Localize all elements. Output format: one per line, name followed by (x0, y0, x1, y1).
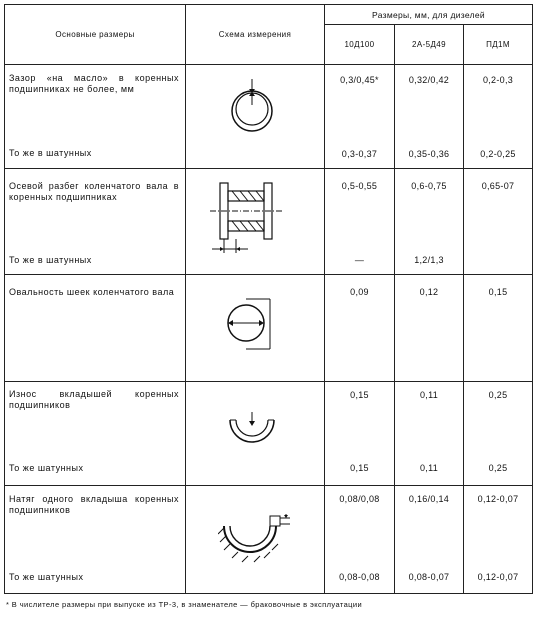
diagram-cell (186, 169, 325, 275)
sub-value: 0,2-0,25 (480, 149, 516, 159)
value: 0,32/0,42 (408, 75, 450, 85)
sub-param-text: То же шатунных (9, 572, 84, 582)
value-cell (395, 275, 464, 382)
value-cell (464, 382, 533, 486)
value-cell (325, 169, 395, 275)
diagram-cell (186, 486, 325, 594)
value-cell (325, 275, 395, 382)
sub-param-text: То же в шатунных (9, 148, 92, 158)
param-text: Натяг одного вкладыша коренных подшипников (9, 494, 179, 515)
header-scheme: Схема измерения (186, 5, 325, 65)
value: 0,12-0,07 (477, 494, 519, 504)
value-cell (325, 382, 395, 486)
sub-value: 0,25 (488, 463, 508, 473)
value: 0,16/0,14 (408, 494, 450, 504)
sub-value: 0,08-0,08 (339, 572, 380, 582)
table-row (5, 169, 533, 275)
table-row (5, 486, 533, 594)
value: 0,15 (350, 390, 369, 400)
value-cell (325, 65, 395, 169)
footnote: * В числителе размеры при выпуске из ТР-3, в знаменателе — браковочные в эксплуатации (6, 600, 363, 609)
sub-value: 0,3-0,37 (341, 149, 378, 159)
value: 0,08/0,08 (339, 494, 380, 504)
value-cell (395, 382, 464, 486)
param-text: Износ вкладышей коренных подшипников (9, 389, 179, 410)
bearing-clearance-diagram (224, 75, 284, 145)
value-cell (395, 486, 464, 594)
sub-value: 0,12-0,07 (477, 572, 519, 582)
dimensions-table (4, 4, 533, 594)
liner-wear-diagram (226, 412, 286, 452)
param-cell (5, 486, 186, 594)
diagram-cell (186, 65, 325, 169)
value: 0,11 (419, 390, 439, 400)
value: 0,2-0,3 (482, 75, 514, 85)
table-row (5, 275, 533, 382)
value: 0,5-0,55 (341, 181, 378, 191)
header-engine-2: 2А-5Д49 (395, 25, 464, 65)
param-cell (5, 65, 186, 169)
ovality-diagram (222, 293, 282, 359)
sub-value: 0,35-0,36 (408, 149, 450, 159)
value-cell (464, 275, 533, 382)
sub-value: 1,2/1,3 (414, 255, 444, 265)
value-cell (395, 65, 464, 169)
value: 0,09 (350, 287, 369, 297)
param-cell (5, 382, 186, 486)
liner-preload-diagram (218, 514, 294, 570)
sub-param-text: То же в шатунных (9, 255, 92, 265)
header-engine-1: 10Д100 (325, 25, 395, 65)
header-engine-3: ПД1М (464, 25, 533, 65)
diagram-cell (186, 275, 325, 382)
value-cell (464, 486, 533, 594)
param-text: Осевой разбег коленчатого вала в коренных подшипниках (9, 181, 179, 202)
sub-value: — (354, 255, 365, 265)
table-row (5, 382, 533, 486)
value: 0,12 (419, 287, 439, 297)
sub-value: 0,11 (419, 463, 439, 473)
sub-param-text: То же шатунных (9, 463, 84, 473)
sub-value: 0,08-0,07 (408, 572, 450, 582)
value: 0,15 (488, 287, 508, 297)
value: 0,3/0,45* (340, 75, 379, 85)
value-cell (464, 169, 533, 275)
param-cell (5, 169, 186, 275)
header-dimensions: Размеры, мм, для дизелей (325, 5, 533, 25)
value-cell (325, 486, 395, 594)
value-cell (464, 65, 533, 169)
value-cell (395, 169, 464, 275)
header-params: Основные размеры (5, 5, 186, 65)
sub-value: 0,15 (350, 463, 369, 473)
diagram-cell (186, 382, 325, 486)
value: 0,25 (488, 390, 508, 400)
param-cell (5, 275, 186, 382)
axial-play-diagram (210, 177, 282, 257)
table-row (5, 65, 533, 169)
param-text: Зазор «на масло» в коренных подшипниках не более, мм (9, 73, 179, 94)
param-text: Овальность шеек коленчатого вала (9, 287, 175, 297)
value: 0,6-0,75 (411, 181, 447, 191)
value: 0,65-07 (481, 181, 515, 191)
